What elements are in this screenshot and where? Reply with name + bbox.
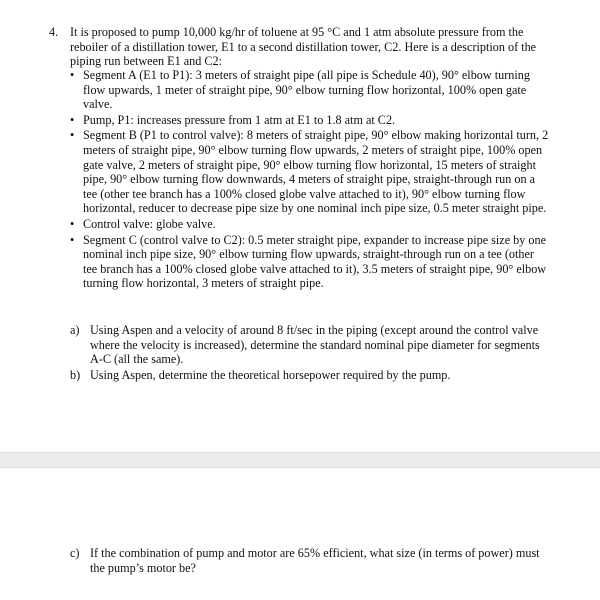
sub-question-letter: b) xyxy=(70,368,81,382)
bullet-symbol: • xyxy=(70,68,75,82)
sub-question-b xyxy=(70,368,550,383)
question-number: 4. xyxy=(49,25,59,39)
sub-question-text: Using Aspen and a velocity of around 8 ft/sec in the piping (except around the control valve where the velocity is increased), determine the standard nominal pipe diameter for segments A-C (all the same). xyxy=(90,323,540,367)
list-item-segment-a xyxy=(70,68,550,112)
sub-question-a xyxy=(70,323,550,367)
bullet-symbol: • xyxy=(70,232,75,247)
question-intro: It is proposed to pump 10,000 kg/hr of toluene at 95 °C and 1 atm absolute pressure from the reboiler of a distillation tower, E1 to a second distillation tower, C2. Here is a description of the piping run between E1 and C2: xyxy=(70,25,537,69)
bullet-symbol: • xyxy=(70,128,75,143)
sub-question-letter: a) xyxy=(70,323,80,337)
document-page-bottom xyxy=(0,468,600,600)
list-item-control-valve xyxy=(70,217,550,232)
list-item-text: Segment A (E1 to P1): 3 meters of straight pipe (all pipe is Schedule 40), 90° elbow turning flow upwards, 1 meter of straight pipe, 90° elbow turning flow horizontal, 100% open gate valve. xyxy=(83,68,530,112)
list-item-text: Segment C (control valve to C2): 0.5 meter straight pipe, expander to increase pipe size by one nominal inch pipe size, 90° elbow turning flow upwards, straight-through run on a tee (other tee branch has a 100% closed globe valve attached to it), 3.5 meters of straight pipe, 90° elbow turning flow horizontal, 3 meters of straight pipe. xyxy=(83,232,547,291)
piping-description-list xyxy=(70,68,550,292)
list-item-segment-c xyxy=(70,233,550,291)
bullet-symbol: • xyxy=(70,216,75,231)
page-break-divider xyxy=(0,452,600,468)
list-item-pump xyxy=(70,113,550,128)
sub-question-text: If the combination of pump and motor are 65% efficient, what size (in terms of power) must the pump’s motor be? xyxy=(90,546,540,575)
sub-question-letter: c) xyxy=(70,546,80,560)
list-item-text: Pump, P1: increases pressure from 1 atm at E1 to 1.8 atm at C2. xyxy=(83,112,396,127)
sub-question-text: Using Aspen, determine the theoretical horsepower required by the pump. xyxy=(90,368,451,382)
list-item-text: Control valve: globe valve. xyxy=(83,216,216,231)
bullet-symbol: • xyxy=(70,112,75,127)
sub-question-c xyxy=(70,546,550,575)
list-item-segment-b xyxy=(70,128,550,216)
list-item-text: Segment B (P1 to control valve): 8 meters of straight pipe, 90° elbow making horizontal turn, 2 meters of straight pipe, 90° elbow turning flow upwards, 2 meters of straight pipe, 100% open gate valve, 2 meters of straight pipe, 90° elbow turning flow horizontal, 15 meters of straight pipe, 90° elbow turning flow downwards, 4 meters of straight pipe, straight-through run on a tee (other tee branch has a 100% closed globe valve attached to it), 90° elbow turning flow horizontal, reducer to decrease pipe size by one nominal inch pipe size, 0.5 meter straight pipe. xyxy=(83,128,549,216)
